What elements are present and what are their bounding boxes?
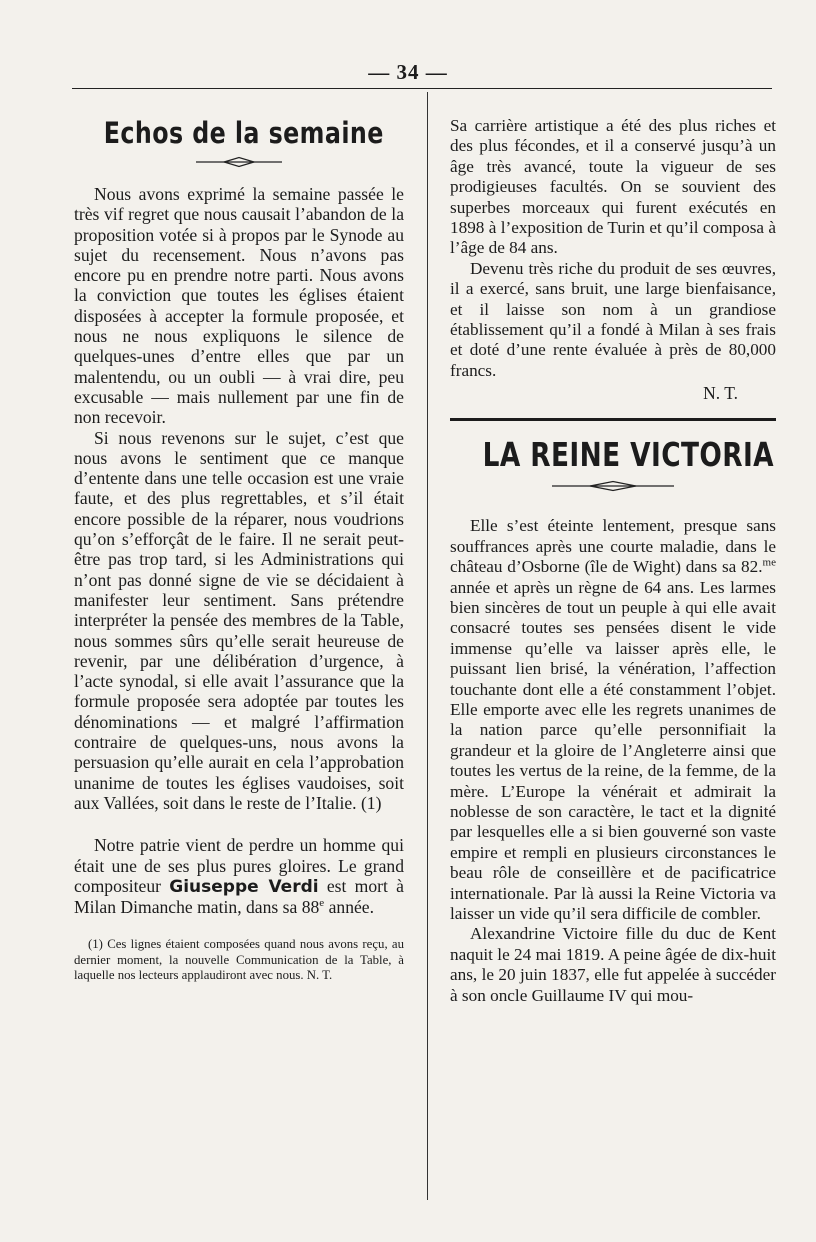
title-ornament [194, 156, 284, 168]
header-rule [72, 88, 772, 89]
footnote: (1) Ces lignes étaient composées quand nous avons reçu, au dernier moment, la nouvelle Communication de la Table, à laquelle nos lecteurs applaudiront avec nous. N. T. [74, 937, 404, 982]
paragraph-verdi-career: Sa carrière artistique a été des plus riches et des plus fécondes, et il a conservé jusqu’à un âge très avancé, toute la vigueur de ses prodigieuses facultés. On se souvient des superbes morceaux qui furent exécutés en 1898 à l’exposition de Turin et qu’il composa à l’âge de 84 ans. [450, 116, 776, 258]
page-number: — 34 — [368, 60, 448, 84]
section-title-echos: Echos de la semaine [103, 116, 384, 150]
signature: N. T. [703, 383, 738, 404]
victoria-text-start: Elle s’est éteinte lentement, presque sans souffrances après une courte maladie, dans le château d’Osborne (île de Wight) dans sa 82. [450, 516, 776, 577]
paragraph-verdi-charity: Devenu très riche du produit de ses œuvres, il a exercé, sans bruit, une large bienfaisance, et il laisse son nom à un grandiose établissement qu’il a fondé à Milan à ses frais et doté d’une rente évaluée à près de 80,000 francs. [450, 258, 776, 380]
right-column [450, 116, 776, 1006]
left-column [74, 110, 404, 983]
title-ornament [548, 480, 678, 492]
victoria-superscript: me [762, 556, 776, 569]
paragraph-census: Nous avons exprimé la semaine passée le très vif regret que nous causait l’abandon de la proposition votée si à propos par le Synode au sujet du recensement. Nous n’avons pas encore pu en prendre notre parti. Nous avons la conviction que toutes les églises étaient disposées à accepter la formule proposée, et nous ne nous expliquons le silence de quelques-unes d’entre elles que par un malentendu, ou un oubli — à vrai dire, peu excusable — mais nullement par une fin de non recevoir. [74, 184, 404, 428]
paragraph-victoria-birth: Alexandrine Victoire fille du duc de Kent naquit le 24 mai 1819. A peine âgée de dix-huit ans, le 20 juin 1837, elle fut appelée à succéder à son oncle Guillaume IV qui mou- [450, 924, 776, 1005]
section-title-victoria: LA REINE VICTORIA [482, 435, 775, 475]
paragraph-verdi [74, 835, 404, 917]
paragraph-victoria-death [450, 516, 776, 924]
verdi-superscript: e [319, 897, 325, 910]
verdi-text-tail: année. [328, 897, 375, 918]
paragraph-entente: Si nous revenons sur le sujet, c’est que nous avons le sentiment que ce manque d’entente dans une telle occasion est une vraie faute, et des plus regrettables, et s’il était encore possible de la réparer, nous voudrions qu’on s’efforçât de le faire. Il ne serait peut-être pas trop tard, si les Administrations qui n’ont pas donné signe de vie se décidaient à manifester leur sentiment. Sans prétendre interpréter la pensée des membres de la Table, nous sommes sûrs qu’elle serait heureuse de revenir, par une délibération d’urgence, à l’acte synodal, si elle avait l’assurance que la formule proposée sera adoptée par toutes les dénominations — et malgré l’affirmation contraire de quelques-uns, nous avons la persuasion qu’elle aurait en cela l’approbation unanime de toutes les églises vaudoises, soit aux Vallées, soit dans le reste de l’Italie. (1) [74, 427, 404, 813]
verdi-text-end: est mort à Milan Dimanche matin, dans sa 88 [74, 875, 404, 918]
column-divider [427, 92, 428, 1200]
verdi-text-start: Notre patrie vient de perdre un homme qui était une de ses plus pures gloires. Le grand compositeur [74, 835, 404, 896]
victoria-text-end: année et après un règne de 64 ans. Les larmes bien sincères de tout un peuple à qui elle avait consacré toutes ses pensées disent le vide immense qu’elle va laisser après elle, le puissant lien brisé, la vénération, l’affection touchante dont elle a été constamment l’objet. Elle emporte avec elle les regrets unanimes de la nation parce qu’elle personnifiait la grandeur et la gloire de l’Angleterre ainsi que toutes les vertus de la reine, de la femme, de la mère. L’Europe la vénérait et admirait la noblesse de son caractère, le tact et la dignité par lesquelles elle a si bien gouverné son vaste empire et rempli en plusieurs circonstances le beau rôle de conseillère et de pacificatrice internationale. Par là aussi la Reine Victoria va laisser un vide qu’il sera difficile de combler. [450, 577, 776, 923]
verdi-name: Giuseppe Verdi [169, 876, 319, 897]
